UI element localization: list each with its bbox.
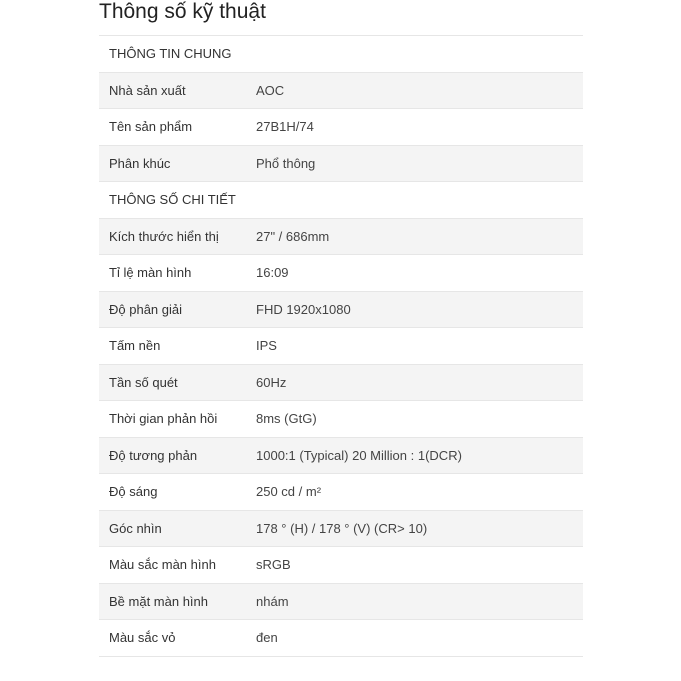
spec-label: Độ phân giải xyxy=(109,301,182,317)
spec-row xyxy=(99,511,583,548)
spec-row xyxy=(99,474,583,511)
spec-value: 1000:1 (Typical) 20 Million : 1(DCR) xyxy=(256,447,462,463)
spec-row xyxy=(99,73,583,110)
spec-row xyxy=(99,255,583,292)
spec-value: 27B1H/74 xyxy=(256,119,314,135)
spec-value: AOC xyxy=(256,82,285,98)
section-title: THÔNG SỐ CHI TIẾT xyxy=(109,192,236,208)
spec-row xyxy=(99,146,583,183)
spec-label: Nhà sản xuất xyxy=(109,82,186,98)
spec-table xyxy=(99,35,583,657)
spec-label: Độ sáng xyxy=(109,484,158,500)
spec-value: IPS xyxy=(256,338,277,354)
spec-label: Phân khúc xyxy=(109,155,171,171)
spec-row xyxy=(99,292,583,329)
spec-label: Bề mặt màn hình xyxy=(109,593,208,609)
spec-row xyxy=(99,365,583,402)
spec-label: Tên sản phẩm xyxy=(109,119,193,135)
spec-value: 60Hz xyxy=(256,374,287,390)
spec-label: Tỉ lệ màn hình xyxy=(109,265,192,281)
spec-row xyxy=(99,109,583,146)
spec-row xyxy=(99,328,583,365)
spec-label: Độ tương phản xyxy=(109,447,198,463)
spec-label: Màu sắc vỏ xyxy=(109,630,176,646)
spec-row xyxy=(99,620,583,657)
spec-row xyxy=(99,438,583,475)
spec-value: 16:09 xyxy=(256,265,289,281)
spec-value: 8ms (GtG) xyxy=(256,411,317,427)
spec-label: Góc nhìn xyxy=(109,520,162,536)
spec-value: Phổ thông xyxy=(256,155,316,171)
section-header-general xyxy=(99,36,583,73)
spec-row xyxy=(99,401,583,438)
page-title: Thông số kỹ thuật xyxy=(99,0,266,23)
spec-label: Tần số quét xyxy=(109,374,178,390)
section-header-detail xyxy=(99,182,583,219)
spec-label: Tấm nền xyxy=(109,338,161,354)
spec-value: FHD 1920x1080 xyxy=(256,301,351,317)
spec-value: đen xyxy=(256,630,278,646)
spec-row xyxy=(99,547,583,584)
spec-label: Thời gian phản hồi xyxy=(109,411,218,427)
spec-value: 27" / 686mm xyxy=(256,228,330,244)
spec-value: 250 cd / m² xyxy=(256,484,322,500)
spec-value: nhám xyxy=(256,593,289,609)
section-title: THÔNG TIN CHUNG xyxy=(109,46,232,62)
spec-label: Màu sắc màn hình xyxy=(109,557,216,573)
spec-label: Kích thước hiển thị xyxy=(109,228,219,244)
spec-row xyxy=(99,584,583,621)
spec-value: sRGB xyxy=(256,557,291,573)
spec-row xyxy=(99,219,583,256)
spec-value: 178 ° (H) / 178 ° (V) (CR> 10) xyxy=(256,520,428,536)
